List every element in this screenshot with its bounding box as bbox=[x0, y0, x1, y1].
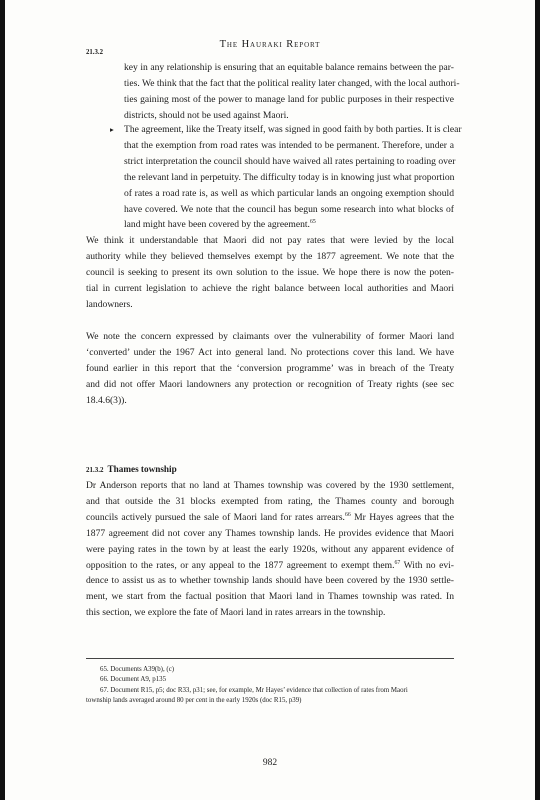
text-line: We note the concern expressed by claimants over the vulnerability of former Maori land bbox=[86, 331, 454, 342]
text-fragment: opposition to the rates, or any appeal to the 1877 agreement to exempt them. bbox=[86, 559, 395, 571]
section-number: 21.3.2 bbox=[86, 466, 104, 474]
scan-edge-left bbox=[0, 0, 5, 800]
section-reference: 21.3.2 bbox=[86, 49, 103, 56]
bullet-marker-icon: ▸ bbox=[110, 125, 114, 134]
text-line: this section, we explore the fate of Maori land in rates arrears in the township. bbox=[86, 607, 386, 619]
text-fragment: land might have been covered by the agreement. bbox=[124, 219, 310, 231]
bullet-item bbox=[124, 122, 462, 233]
text-line: 1877 agreement did not cover any Thames township lands. He provides evidence that Maori bbox=[86, 527, 454, 539]
text-line: have covered. We note that the council has begun some research into what blocks of bbox=[124, 203, 454, 215]
footnote: 67. Document R15, p5; doc R33, p31; see, for example, Mr Hayes’ evidence that collection of rates from Maori bbox=[100, 686, 408, 694]
text-line: found earlier in this report that the ‘conversion programme’ was in breach of the Treaty bbox=[86, 362, 454, 374]
text-line: key in any relationship is ensuring that an equitable balance remains between the par- bbox=[124, 62, 454, 73]
paragraph bbox=[86, 478, 454, 621]
footnote-ref: 66 bbox=[344, 511, 351, 518]
text-line: ‘converted’ under the 1967 Act into general land. No protections cover this land. We have bbox=[86, 346, 454, 358]
bullet-continuation bbox=[124, 60, 460, 124]
footnote: 66. Document A9, p135 bbox=[100, 676, 167, 684]
footnote: 65. Documents A39(b), (c) bbox=[100, 666, 175, 673]
text-fragment: councils actively pursued the sale of Maori land for rates arrears. bbox=[86, 511, 345, 523]
footnote-ref: 65 bbox=[309, 219, 316, 226]
section-heading bbox=[86, 464, 177, 474]
footnote-ref: 67 bbox=[394, 559, 401, 566]
text-line: ties. We think that the fact that the political reality later changed, with the local authori- bbox=[124, 77, 460, 89]
footnotes bbox=[86, 665, 454, 706]
text-line: ment, we start from the factual position that Maori land in Thames township was rated. In bbox=[86, 591, 454, 603]
section-title: Thames township bbox=[107, 464, 177, 474]
running-title: The Hauraki Report bbox=[219, 39, 321, 50]
text-line: dence to assist us as to whether township lands should have been covered by the 1930 settle- bbox=[86, 575, 454, 587]
text-line: districts, should not be used against Maori. bbox=[124, 109, 289, 121]
text-line: ties gaining most of the power to manage land for public purposes in their respective bbox=[124, 93, 454, 105]
text-fragment: Mr Hayes agrees that the bbox=[350, 511, 454, 523]
footnote: township lands averaged around 80 per cent in the early 1920s (doc R15, p39) bbox=[86, 696, 302, 704]
paragraph bbox=[86, 329, 454, 409]
text-line: landowners. bbox=[86, 298, 133, 310]
text-line bbox=[86, 558, 454, 574]
text-line: The agreement, like the Treaty itself, was signed in good faith by both parties. It is clear bbox=[124, 124, 462, 135]
text-line: that the exemption from road rates was intended to be permanent. Therefore, under a bbox=[124, 139, 454, 151]
text-line: We think it understandable that Maori did not pay rates that were levied by the local bbox=[86, 235, 454, 246]
text-line bbox=[86, 510, 454, 526]
text-line: authority while they believed themselves exempt by the 1877 agreement. We note that the bbox=[86, 250, 454, 262]
text-line: and did not offer Maori landowners any protection or recognition of Treaty rights (see sec bbox=[86, 378, 454, 390]
scan-edge-right bbox=[535, 0, 540, 800]
text-line: the relevant land in perpetuity. The difficulty today is in knowing just what proportion bbox=[124, 171, 455, 183]
text-line: and that outside the 31 blocks exempted from rating, the Thames county and borough bbox=[86, 495, 454, 507]
text-line: were paying rates in the town by at least the early 1920s, without any apparent evidence of bbox=[86, 543, 454, 555]
page-number: 982 bbox=[262, 758, 278, 768]
text-line: strict interpretation the council should have waived all rates pertaining to roading over bbox=[124, 155, 456, 167]
footnote-divider bbox=[86, 658, 454, 659]
text-line bbox=[124, 217, 454, 233]
text-fragment: With no evi- bbox=[400, 559, 454, 571]
paragraph bbox=[86, 233, 454, 313]
text-line: 18.4.6(3)). bbox=[86, 394, 127, 406]
text-line: tial in current legislation to achieve the right balance between local authorities and Maori bbox=[86, 282, 454, 294]
text-line: council is seeking to present its own solution to the issue. We hope there is now the poten- bbox=[86, 266, 454, 278]
text-line: Dr Anderson reports that no land at Thames township was covered by the 1930 settlement, bbox=[86, 480, 454, 491]
text-line: of rates a road rate is, as well as which particular lands an ongoing exemption should bbox=[124, 187, 454, 199]
